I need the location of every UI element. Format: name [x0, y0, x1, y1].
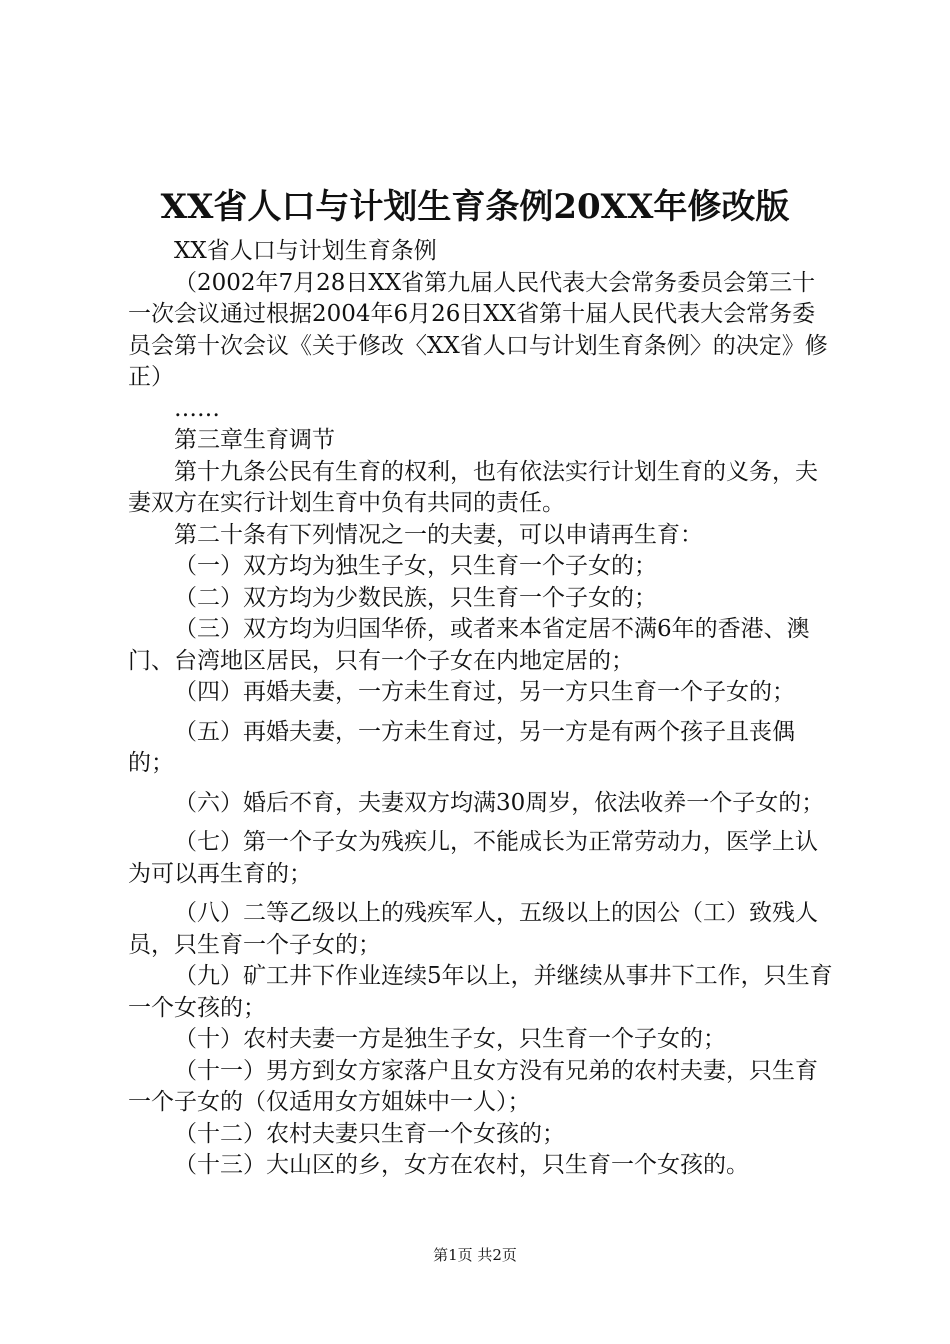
paragraph-item-7: （七）第一个子女为残疾儿，不能成长为正常劳动力，医学上认为可以再生育的； — [128, 829, 818, 887]
document-body — [128, 236, 833, 1182]
paragraph-item-10: （十）农村夫妻一方是独生子女，只生育一个子女的； — [174, 1026, 726, 1052]
paragraph-item-9: （九）矿工井下作业连续5年以上，并继续从事井下工作，只生育一个女孩的； — [128, 963, 833, 1021]
document-title: XX省人口与计划生育条例20XX年修改版 — [160, 187, 790, 227]
paragraph-item-4: （四）再婚夫妻，一方未生育过，另一方只生育一个子女的； — [174, 679, 795, 705]
paragraph-item-8: （八）二等乙级以上的残疾军人，五级以上的因公（工）致残人员，只生育一个子女的； — [128, 900, 818, 958]
paragraph-item-5: （五）再婚夫妻，一方未生育过，另一方是有两个孩子且丧偶的； — [128, 718, 795, 776]
paragraph-item-2: （二）双方均为少数民族，只生育一个子女的； — [174, 584, 657, 611]
paragraph-item-1: （一）双方均为独生子女，只生育一个子女的； — [174, 553, 657, 579]
paragraph-regulation-name: XX省人口与计划生育条例 — [174, 238, 437, 264]
paragraph-item-12: （十二）农村夫妻只生育一个女孩的； — [174, 1120, 565, 1147]
paragraph-chapter-heading: 第三章生育调节 — [174, 427, 335, 453]
paragraph-article-19: 第十九条公民有生育的权利，也有依法实行计划生育的义务，夫妻双方在实行计划生育中负有共同的责任。 — [128, 458, 818, 516]
paragraph-item-3: （三）双方均为归国华侨，或者来本省定居不满6年的香港、澳门、台湾地区居民，只有一个子女在内地定居的； — [128, 616, 810, 674]
paragraph-item-11: （十一）男方到女方家落户且女方没有兄弟的农村夫妻，只生育一个子女的（仅适用女方姐妹中一人）； — [128, 1057, 818, 1115]
page-footer: 第1页 共2页 — [433, 1246, 517, 1264]
paragraph-ellipsis: …… — [174, 395, 220, 422]
paragraph-item-13: （十三）大山区的乡，女方在农村，只生育一个女孩的。 — [174, 1152, 749, 1178]
paragraph-item-6: （六）婚后不育，夫妻双方均满30周岁，依法收养一个子女的； — [174, 789, 825, 816]
paragraph-adoption-note: （2002年7月28日XX省第九届人民代表大会常务委员会第三十一次会议通过根据2004年6月26日XX省第十届人民代表大会常务委员会第十次会议《关于修改〈XX省人口与计划生育条例〉的决定》修正） — [128, 269, 828, 390]
paragraph-article-20: 第二十条有下列情况之一的夫妻，可以申请再生育： — [174, 521, 703, 548]
